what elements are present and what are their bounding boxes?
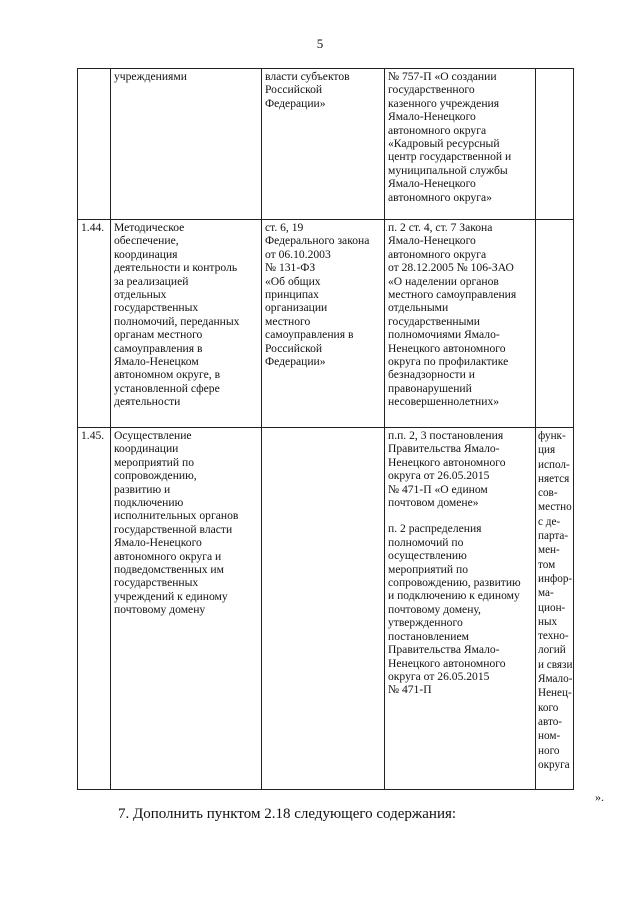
regional-basis-cell [385,428,536,790]
table-row [78,220,574,428]
cell-text-line: подведомственных им [114,563,224,577]
action-cell [111,69,262,220]
cell-text-line: сов- [538,487,558,500]
cell-text-line: Правительства Ямало- [388,442,500,456]
cell-text-line: Федерации» [265,355,326,369]
cell-text-line: от 28.12.2005 № 106-ЗАО [388,261,514,275]
cell-text-line: округа [538,758,570,771]
cell-text-line: мероприятий по [388,562,468,576]
cell-text-line: Федерации» [265,96,326,110]
cell-text-line: № 131-ФЗ [265,261,316,275]
cell-text-line: Ненец- [538,687,572,700]
regional-basis-part-a [388,429,532,509]
cell-text-line: мероприятий по [114,455,194,469]
row-number-cell: 1.45. [78,428,111,790]
cell-text-line: Правительства Ямало- [388,643,500,657]
cell-text-line: Ямало-Ненецком [114,355,199,369]
cell-text-line: функ- [538,430,566,442]
note-cell [536,69,574,220]
cell-text-line: логий [538,644,566,657]
cell-text-line: обеспечение, [114,234,179,248]
cell-text-line: деятельности и контроль [114,261,238,275]
cell-text-line: округа от 26.05.2015 [388,469,490,483]
cell-text-line: полномочиями Ямало- [388,328,500,342]
functions-table [77,68,574,790]
cell-text-line: отдельных [114,288,167,302]
cell-text-line: ном- [538,730,561,743]
cell-text-line: государственного [388,83,475,97]
row-number-cell: 1.44. [78,220,111,428]
cell-text-line: Ненецкого автономного [388,656,506,670]
cell-text-line: организации [265,301,328,315]
cell-text-line: № 471-П «О едином [388,482,488,496]
regional-basis-cell [385,69,536,220]
cell-text-line: авто- [538,715,563,728]
cell-text-line: ных [538,615,558,628]
cell-text-line: том [538,558,556,571]
cell-text-line: ст. 6, 19 [265,221,304,234]
cell-text-line: полномочий, переданных [114,314,240,328]
cell-text-line: подключению [114,496,184,510]
table-row [78,69,574,220]
cell-text-line: ного [538,744,560,757]
cell-text-line: цион- [538,601,566,614]
cell-text-line: власти субъектов [265,70,350,83]
cell-text-line: правонарушений [388,381,472,395]
action-cell [111,428,262,790]
cell-text-line: самоуправления в [265,328,354,342]
cell-text-line: инфор- [538,572,573,585]
cell-text-line: ма- [538,587,554,600]
cell-text-line: ция [538,444,556,457]
cell-text-line: Осуществление [114,429,192,442]
cell-text-line: казенного учреждения [388,96,500,110]
action-cell [111,220,262,428]
note-cell [536,428,574,790]
cell-text-line: округа от 26.05.2015 [388,669,490,683]
cell-text-line: автономного округа [388,123,487,137]
cell-text-line: местного [265,314,311,328]
cell-text-line: самоуправления в [114,341,203,355]
regional-basis-part-b [388,522,532,696]
cell-text-line: техно- [538,630,569,643]
cell-text-line: государственных [114,576,199,590]
cell-text-line: деятельности [114,395,181,409]
cell-text-line: Ямало-Ненецкого [388,177,476,191]
regional-basis-cell [385,220,536,428]
cell-text-line: Российской [265,83,323,97]
cell-text-line: координации [114,442,179,456]
note-cell [536,220,574,428]
cell-text-line: Федерального закона [265,234,370,248]
cell-text-line: полномочий по [388,535,464,549]
cell-text-line: парта- [538,530,569,543]
cell-text-line: автономного округа [388,247,487,261]
cell-text-line: мен- [538,544,560,557]
cell-text-line: Методическое [114,221,185,234]
cell-text-line: п. 2 ст. 4, ст. 7 Закона [388,221,493,234]
cell-text-line: государственных [114,301,199,315]
cell-text-line: автономного округа» [388,190,492,204]
cell-text-line: п.п. 2, 3 постановления [388,429,504,442]
federal-basis-cell [262,428,385,790]
cell-text-line: учреждений к единому [114,589,228,603]
cell-text-line: сопровождению, развитию [388,576,521,590]
amendment-paragraph: 7. Дополнить пунктом 2.18 следующего содержания: [118,806,457,822]
federal-basis-cell [262,69,385,220]
cell-text-line: отдельными [388,301,449,315]
cell-text-line: местно [538,501,572,514]
cell-text-line: осуществлению [388,549,467,563]
cell-text-line: государственной власти [114,522,233,536]
cell-text-line: почтовому домену, [388,602,481,616]
cell-text-line: с де- [538,515,561,528]
cell-text-line: местного самоуправления [388,288,517,302]
cell-text-line: несовершеннолетних» [388,395,500,409]
cell-text-line: Ямало- [538,673,573,686]
cell-text-line: «Кадровый ресурсный [388,137,500,151]
cell-text-line: Ямало-Ненецкого [388,234,476,248]
cell-text-line: установленной сфере [114,381,220,395]
cell-text-line: почтовому домену [114,603,206,617]
cell-text-line: № 471-П [388,683,432,697]
cell-text-line: автономном округе, в [114,368,221,382]
closing-quote-mark: ». [595,790,604,804]
cell-text-line: «Об общих [265,274,321,288]
cell-text-line: муниципальной службы [388,163,508,177]
cell-text-line: округа по профилактике [388,355,509,369]
cell-text-line: безнадзорности и [388,368,475,382]
cell-text-line: и подключению к единому [388,589,520,603]
cell-text-line: Ямало-Ненецкого [388,110,476,124]
cell-text-line: развитию и [114,482,171,496]
cell-text-line: «О наделении органов [388,274,499,288]
cell-text-line: Ненецкого автономного [388,455,506,469]
cell-text-line: няется [538,472,570,485]
page-number: 5 [316,36,324,51]
table-row [78,428,574,790]
row-number-cell [78,69,111,220]
cell-text-line: координация [114,247,178,261]
cell-text-line: кого [538,701,559,714]
cell-text-line: принципах [265,288,319,302]
cell-text-line: испол- [538,458,570,471]
cell-text-line: за реализацией [114,274,189,288]
cell-text-line: Российской [265,341,323,355]
cell-text-line: от 06.10.2003 [265,247,331,261]
cell-text-line: утвержденного [388,616,463,630]
cell-text-line: автономного округа и [114,549,222,563]
cell-text-line: исполнительных органов [114,509,239,523]
federal-basis-cell [262,220,385,428]
cell-text-line: центр государственной и [388,150,512,164]
cell-text-line: почтовом домене» [388,496,479,510]
cell-text-line: п. 2 распределения [388,522,482,536]
cell-text-line: Ямало-Ненецкого [114,536,202,550]
cell-text-line: Ненецкого автономного [388,341,506,355]
cell-text-line: учреждениями [114,70,187,83]
cell-text-line: и связи [538,658,573,671]
cell-text-line: № 757-П «О создании [388,70,497,83]
cell-text-line: сопровождению, [114,469,197,483]
cell-text-line: постановлением [388,629,469,643]
cell-text-line: органам местного [114,328,203,342]
cell-text-line: государственными [388,314,480,328]
